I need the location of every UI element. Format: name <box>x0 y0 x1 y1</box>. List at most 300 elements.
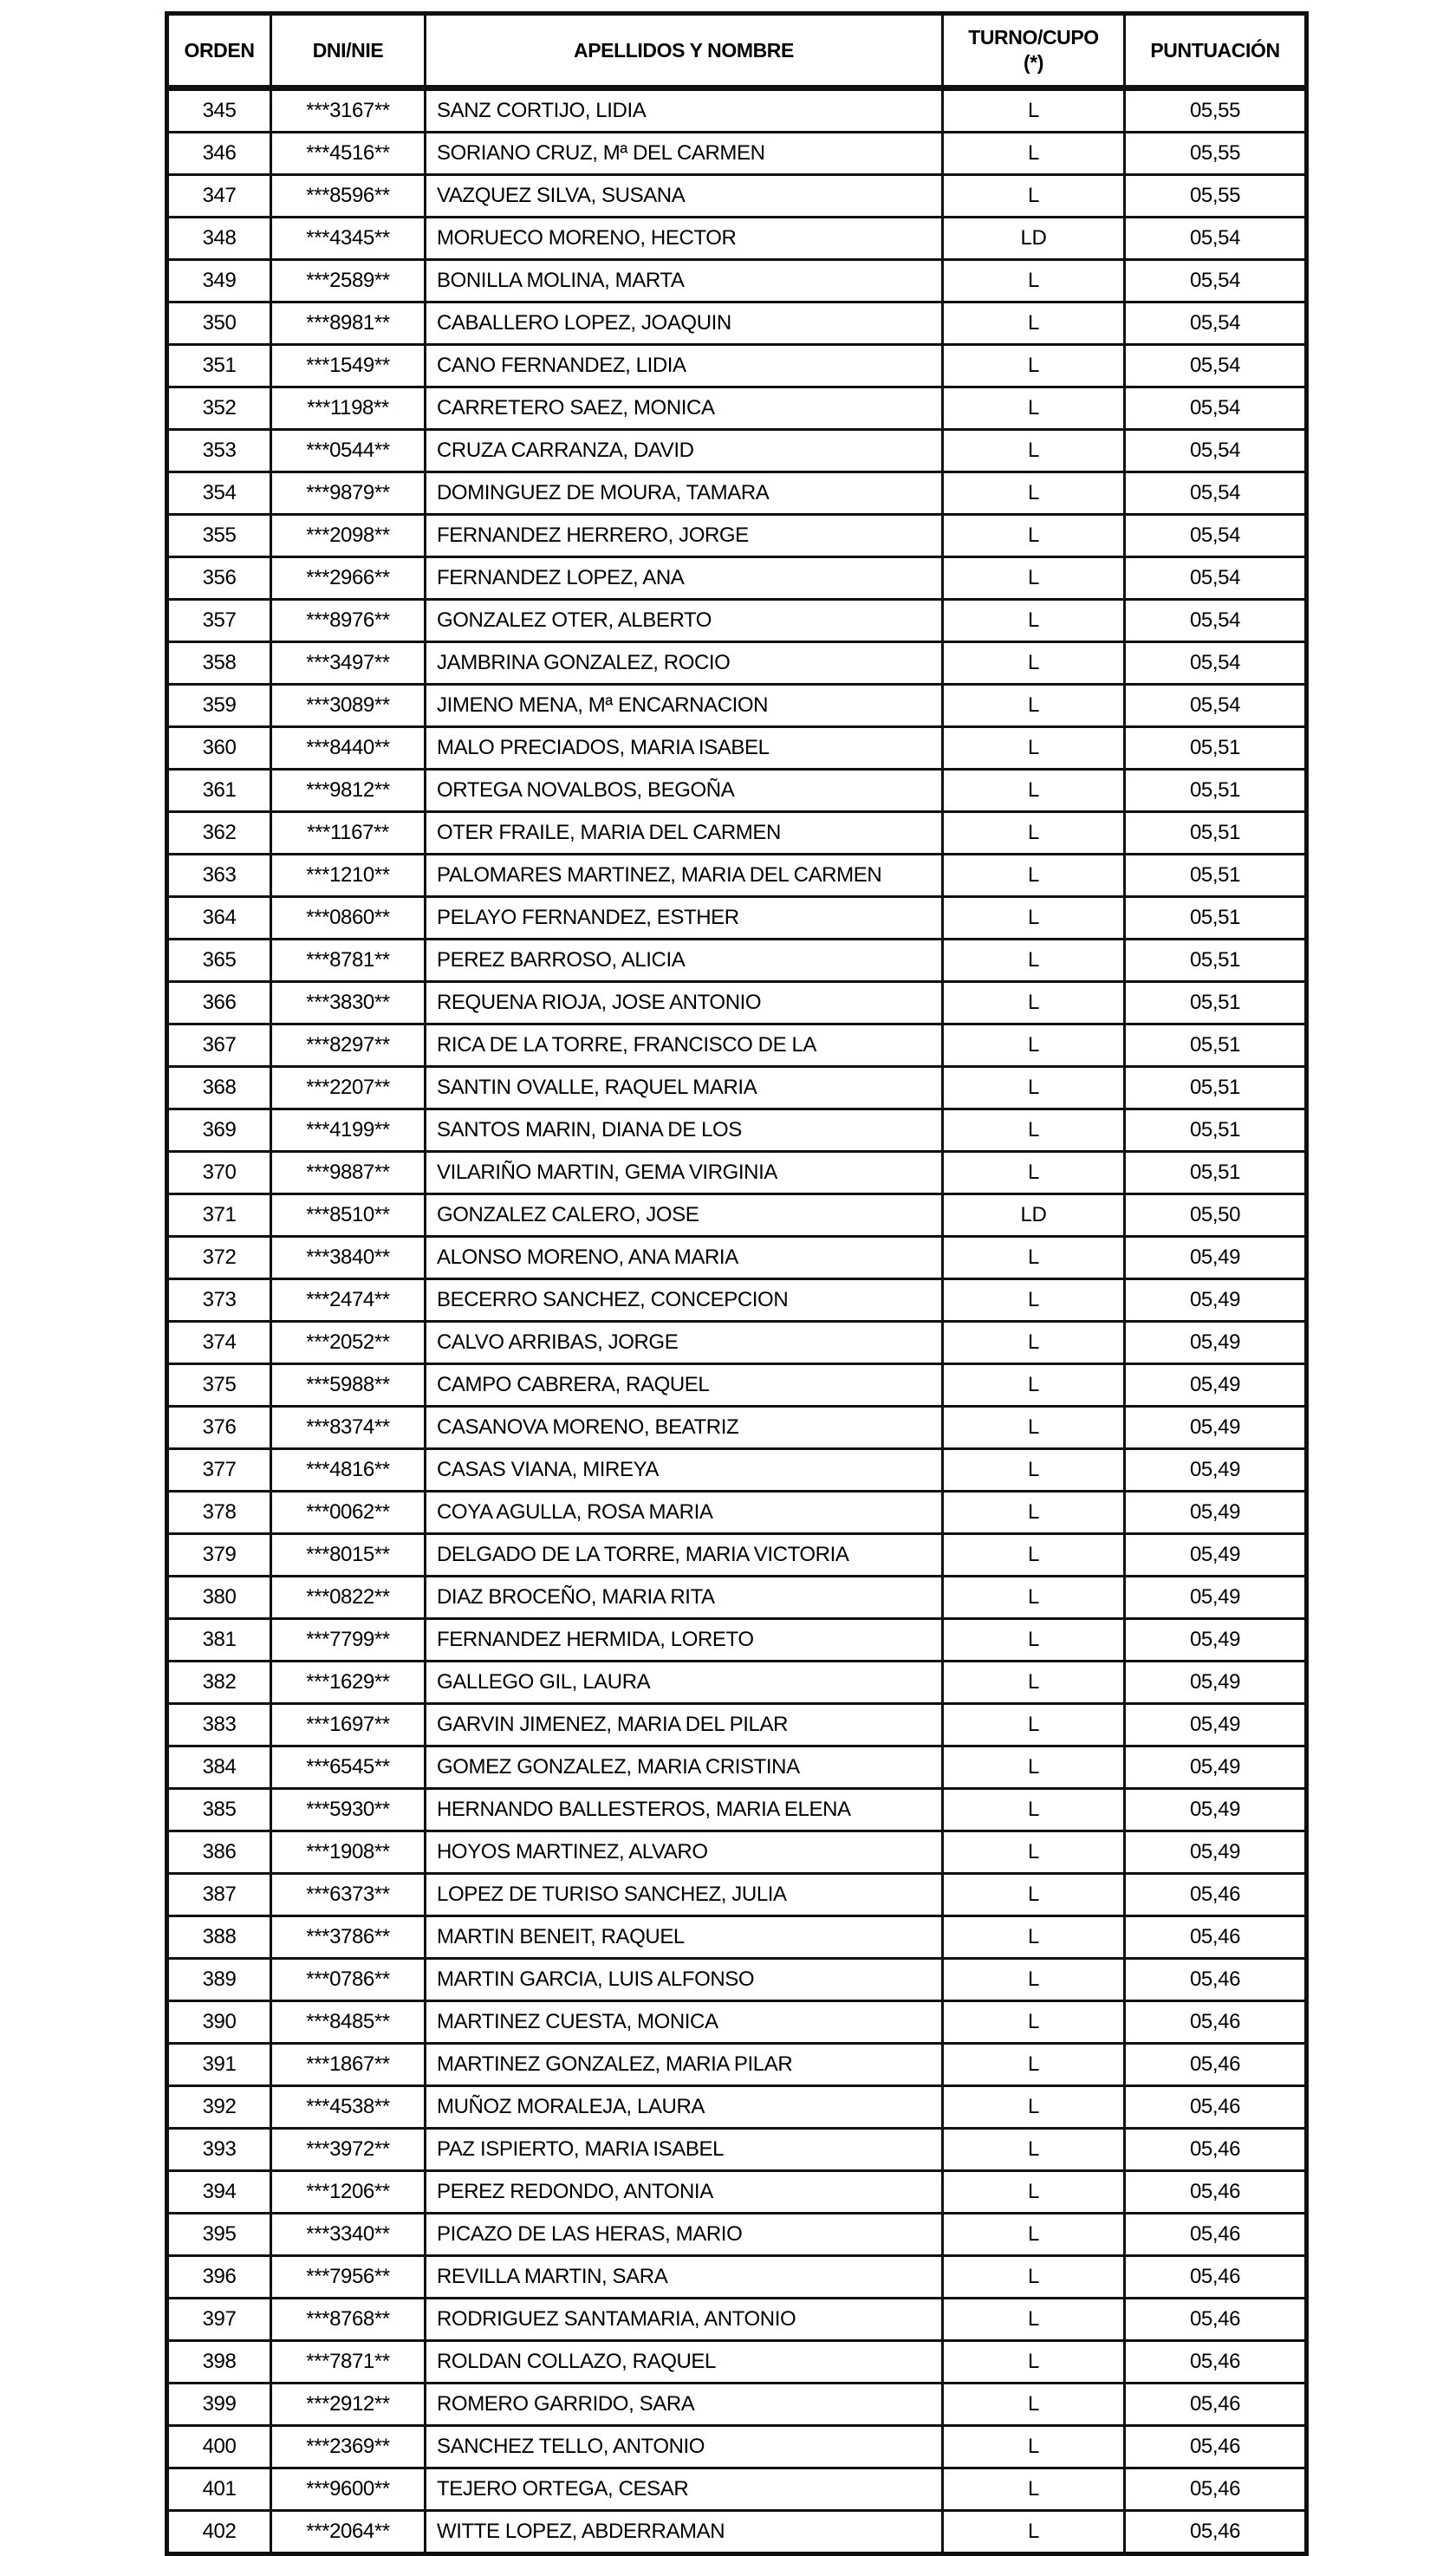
puntuacion-cell: 05,49 <box>1125 1322 1307 1364</box>
name-cell: DELGADO DE LA TORRE, MARIA VICTORIA <box>426 1534 943 1577</box>
orden-cell: 355 <box>167 515 271 557</box>
name-cell: SANZ CORTIJO, LIDIA <box>426 88 943 133</box>
table-row <box>167 1662 1307 1704</box>
dni-cell: ***2064** <box>271 2511 426 2554</box>
table-row <box>167 1279 1307 1322</box>
turno-cell: L <box>943 2044 1125 2086</box>
orden-cell: 398 <box>167 2341 271 2384</box>
turno-cell: L <box>943 685 1125 727</box>
orden-cell: 392 <box>167 2086 271 2129</box>
header-turno-line2: (*) <box>1023 51 1044 74</box>
dni-cell: ***1697** <box>271 1704 426 1746</box>
dni-cell: ***2912** <box>271 2384 426 2426</box>
table-row <box>167 2171 1307 2214</box>
turno-cell: L <box>943 770 1125 812</box>
dni-cell: ***7956** <box>271 2256 426 2299</box>
dni-cell: ***8297** <box>271 1024 426 1067</box>
name-cell: SANTOS MARIN, DIANA DE LOS <box>426 1109 943 1152</box>
turno-cell: L <box>943 1959 1125 2001</box>
turno-cell: L <box>943 2468 1125 2511</box>
dni-cell: ***8981** <box>271 302 426 345</box>
dni-cell: ***9887** <box>271 1152 426 1194</box>
table-row <box>167 218 1307 260</box>
dni-cell: ***2052** <box>271 1322 426 1364</box>
dni-cell: ***1908** <box>271 1831 426 1874</box>
table-row <box>167 88 1307 133</box>
name-cell: COYA AGULLA, ROSA MARIA <box>426 1492 943 1534</box>
table-row <box>167 2001 1307 2044</box>
turno-cell: L <box>943 1704 1125 1746</box>
table-row <box>167 1746 1307 1789</box>
puntuacion-cell: 05,51 <box>1125 940 1307 982</box>
name-cell: GONZALEZ OTER, ALBERTO <box>426 600 943 642</box>
dni-cell: ***3830** <box>271 982 426 1024</box>
turno-cell: L <box>943 2341 1125 2384</box>
name-cell: GOMEZ GONZALEZ, MARIA CRISTINA <box>426 1746 943 1789</box>
puntuacion-cell: 05,55 <box>1125 175 1307 218</box>
puntuacion-cell: 05,54 <box>1125 218 1307 260</box>
turno-cell: L <box>943 1534 1125 1577</box>
name-cell: SANTIN OVALLE, RAQUEL MARIA <box>426 1067 943 1109</box>
puntuacion-cell: 05,51 <box>1125 812 1307 855</box>
header-apellidos-nombre: APELLIDOS Y NOMBRE <box>426 14 943 88</box>
orden-cell: 385 <box>167 1789 271 1831</box>
dni-cell: ***1206** <box>271 2171 426 2214</box>
puntuacion-cell: 05,49 <box>1125 1449 1307 1492</box>
puntuacion-cell: 05,51 <box>1125 727 1307 770</box>
name-cell: JIMENO MENA, Mª ENCARNACION <box>426 685 943 727</box>
orden-cell: 379 <box>167 1534 271 1577</box>
name-cell: CRUZA CARRANZA, DAVID <box>426 430 943 472</box>
name-cell: MORUECO MORENO, HECTOR <box>426 218 943 260</box>
orden-cell: 402 <box>167 2511 271 2554</box>
orden-cell: 357 <box>167 600 271 642</box>
name-cell: BECERRO SANCHEZ, CONCEPCION <box>426 1279 943 1322</box>
puntuacion-cell: 05,51 <box>1125 982 1307 1024</box>
table-row <box>167 1619 1307 1662</box>
orden-cell: 346 <box>167 133 271 175</box>
dni-cell: ***2966** <box>271 557 426 600</box>
name-cell: HERNANDO BALLESTEROS, MARIA ELENA <box>426 1789 943 1831</box>
turno-cell: L <box>943 1577 1125 1619</box>
orden-cell: 378 <box>167 1492 271 1534</box>
puntuacion-cell: 05,49 <box>1125 1746 1307 1789</box>
orden-cell: 368 <box>167 1067 271 1109</box>
table-row <box>167 2341 1307 2384</box>
header-turno-line1: TURNO/CUPO <box>968 26 1099 49</box>
dni-cell: ***7799** <box>271 1619 426 1662</box>
puntuacion-cell: 05,46 <box>1125 2086 1307 2129</box>
puntuacion-cell: 05,46 <box>1125 2468 1307 2511</box>
dni-cell: ***8768** <box>271 2299 426 2341</box>
turno-cell: L <box>943 2299 1125 2341</box>
turno-cell: L <box>943 1152 1125 1194</box>
turno-cell: L <box>943 515 1125 557</box>
turno-cell: LD <box>943 1194 1125 1237</box>
orden-cell: 393 <box>167 2129 271 2171</box>
orden-cell: 362 <box>167 812 271 855</box>
turno-cell: L <box>943 1067 1125 1109</box>
table-row <box>167 855 1307 897</box>
turno-cell: L <box>943 2511 1125 2554</box>
dni-cell: ***3972** <box>271 2129 426 2171</box>
dni-cell: ***8374** <box>271 1407 426 1449</box>
puntuacion-cell: 05,51 <box>1125 1152 1307 1194</box>
dni-cell: ***3497** <box>271 642 426 685</box>
puntuacion-cell: 05,49 <box>1125 1619 1307 1662</box>
puntuacion-cell: 05,54 <box>1125 387 1307 430</box>
orden-cell: 394 <box>167 2171 271 2214</box>
orden-cell: 374 <box>167 1322 271 1364</box>
turno-cell: L <box>943 727 1125 770</box>
dni-cell: ***1210** <box>271 855 426 897</box>
puntuacion-cell: 05,51 <box>1125 855 1307 897</box>
name-cell: CASANOVA MORENO, BEATRIZ <box>426 1407 943 1449</box>
dni-cell: ***1867** <box>271 2044 426 2086</box>
orden-cell: 364 <box>167 897 271 940</box>
table-row <box>167 1109 1307 1152</box>
name-cell: JAMBRINA GONZALEZ, ROCIO <box>426 642 943 685</box>
orden-cell: 365 <box>167 940 271 982</box>
dni-cell: ***0822** <box>271 1577 426 1619</box>
turno-cell: L <box>943 1322 1125 1364</box>
dni-cell: ***4199** <box>271 1109 426 1152</box>
dni-cell: ***0860** <box>271 897 426 940</box>
puntuacion-cell: 05,49 <box>1125 1364 1307 1407</box>
turno-cell: L <box>943 557 1125 600</box>
turno-cell: L <box>943 1407 1125 1449</box>
table-row <box>167 133 1307 175</box>
table-row <box>167 2511 1307 2554</box>
puntuacion-cell: 05,54 <box>1125 515 1307 557</box>
puntuacion-cell: 05,46 <box>1125 2256 1307 2299</box>
puntuacion-cell: 05,51 <box>1125 1024 1307 1067</box>
turno-cell: L <box>943 1619 1125 1662</box>
table-row <box>167 897 1307 940</box>
name-cell: MARTINEZ GONZALEZ, MARIA PILAR <box>426 2044 943 2086</box>
name-cell: VILARIÑO MARTIN, GEMA VIRGINIA <box>426 1152 943 1194</box>
turno-cell: L <box>943 1109 1125 1152</box>
turno-cell: L <box>943 1024 1125 1067</box>
puntuacion-cell: 05,46 <box>1125 1916 1307 1959</box>
name-cell: BONILLA MOLINA, MARTA <box>426 260 943 302</box>
dni-cell: ***2474** <box>271 1279 426 1322</box>
dni-cell: ***0544** <box>271 430 426 472</box>
dni-cell: ***8510** <box>271 1194 426 1237</box>
table-row <box>167 1789 1307 1831</box>
turno-cell: L <box>943 2171 1125 2214</box>
orden-cell: 396 <box>167 2256 271 2299</box>
orden-cell: 397 <box>167 2299 271 2341</box>
orden-cell: 375 <box>167 1364 271 1407</box>
dni-cell: ***2369** <box>271 2426 426 2468</box>
orden-cell: 383 <box>167 1704 271 1746</box>
turno-cell: L <box>943 2129 1125 2171</box>
name-cell: ROLDAN COLLAZO, RAQUEL <box>426 2341 943 2384</box>
orden-cell: 354 <box>167 472 271 515</box>
table-row <box>167 1152 1307 1194</box>
table-row <box>167 685 1307 727</box>
turno-cell: L <box>943 345 1125 387</box>
orden-cell: 370 <box>167 1152 271 1194</box>
puntuacion-cell: 05,49 <box>1125 1534 1307 1577</box>
turno-cell: L <box>943 430 1125 472</box>
puntuacion-cell: 05,49 <box>1125 1662 1307 1704</box>
puntuacion-cell: 05,54 <box>1125 260 1307 302</box>
orden-cell: 359 <box>167 685 271 727</box>
turno-cell: LD <box>943 218 1125 260</box>
puntuacion-cell: 05,46 <box>1125 2171 1307 2214</box>
name-cell: FERNANDEZ HERMIDA, LORETO <box>426 1619 943 1662</box>
turno-cell: L <box>943 1874 1125 1916</box>
dni-cell: ***1549** <box>271 345 426 387</box>
name-cell: MARTINEZ CUESTA, MONICA <box>426 2001 943 2044</box>
name-cell: TEJERO ORTEGA, CESAR <box>426 2468 943 2511</box>
table-row <box>167 727 1307 770</box>
dni-cell: ***1198** <box>271 387 426 430</box>
table-row <box>167 1492 1307 1534</box>
table-row <box>167 2214 1307 2256</box>
table-row <box>167 302 1307 345</box>
orden-cell: 400 <box>167 2426 271 2468</box>
orden-cell: 389 <box>167 1959 271 2001</box>
turno-cell: L <box>943 897 1125 940</box>
puntuacion-cell: 05,49 <box>1125 1704 1307 1746</box>
puntuacion-cell: 05,46 <box>1125 2426 1307 2468</box>
dni-cell: ***2207** <box>271 1067 426 1109</box>
turno-cell: L <box>943 1831 1125 1874</box>
table-row <box>167 642 1307 685</box>
puntuacion-cell: 05,46 <box>1125 1874 1307 1916</box>
orden-cell: 386 <box>167 1831 271 1874</box>
table-row <box>167 2044 1307 2086</box>
table-row <box>167 770 1307 812</box>
table-row <box>167 1364 1307 1407</box>
name-cell: DOMINGUEZ DE MOURA, TAMARA <box>426 472 943 515</box>
table-row <box>167 2299 1307 2341</box>
table-row <box>167 2129 1307 2171</box>
dni-cell: ***8015** <box>271 1534 426 1577</box>
dni-cell: ***8440** <box>271 727 426 770</box>
table-row <box>167 1237 1307 1279</box>
dni-cell: ***3089** <box>271 685 426 727</box>
dni-cell: ***1167** <box>271 812 426 855</box>
orden-cell: 349 <box>167 260 271 302</box>
orden-cell: 351 <box>167 345 271 387</box>
orden-cell: 350 <box>167 302 271 345</box>
dni-cell: ***4516** <box>271 133 426 175</box>
results-table-container <box>165 11 1309 2556</box>
name-cell: CAMPO CABRERA, RAQUEL <box>426 1364 943 1407</box>
name-cell: MUÑOZ MORALEJA, LAURA <box>426 2086 943 2129</box>
turno-cell: L <box>943 302 1125 345</box>
name-cell: MARTIN GARCIA, LUIS ALFONSO <box>426 1959 943 2001</box>
orden-cell: 353 <box>167 430 271 472</box>
orden-cell: 377 <box>167 1449 271 1492</box>
name-cell: FERNANDEZ LOPEZ, ANA <box>426 557 943 600</box>
puntuacion-cell: 05,46 <box>1125 1959 1307 2001</box>
orden-cell: 373 <box>167 1279 271 1322</box>
dni-cell: ***5930** <box>271 1789 426 1831</box>
name-cell: WITTE LOPEZ, ABDERRAMAN <box>426 2511 943 2554</box>
table-row <box>167 940 1307 982</box>
dni-cell: ***8976** <box>271 600 426 642</box>
dni-cell: ***0062** <box>271 1492 426 1534</box>
turno-cell: L <box>943 1449 1125 1492</box>
name-cell: REVILLA MARTIN, SARA <box>426 2256 943 2299</box>
puntuacion-cell: 05,46 <box>1125 2511 1307 2554</box>
name-cell: LOPEZ DE TURISO SANCHEZ, JULIA <box>426 1874 943 1916</box>
table-row <box>167 1534 1307 1577</box>
dni-cell: ***3167** <box>271 88 426 133</box>
table-header <box>167 14 1307 88</box>
name-cell: SANCHEZ TELLO, ANTONIO <box>426 2426 943 2468</box>
table-row <box>167 1322 1307 1364</box>
turno-cell: L <box>943 1916 1125 1959</box>
turno-cell: L <box>943 2426 1125 2468</box>
dni-cell: ***3786** <box>271 1916 426 1959</box>
header-orden: ORDEN <box>167 14 271 88</box>
puntuacion-cell: 05,51 <box>1125 1067 1307 1109</box>
header-dni: DNI/NIE <box>271 14 426 88</box>
orden-cell: 363 <box>167 855 271 897</box>
table-row <box>167 2086 1307 2129</box>
table-row <box>167 1831 1307 1874</box>
turno-cell: L <box>943 88 1125 133</box>
dni-cell: ***3840** <box>271 1237 426 1279</box>
name-cell: GARVIN JIMENEZ, MARIA DEL PILAR <box>426 1704 943 1746</box>
turno-cell: L <box>943 1279 1125 1322</box>
table-row <box>167 600 1307 642</box>
orden-cell: 372 <box>167 1237 271 1279</box>
table-row <box>167 515 1307 557</box>
table-row <box>167 2426 1307 2468</box>
table-row <box>167 1916 1307 1959</box>
dni-cell: ***0786** <box>271 1959 426 2001</box>
turno-cell: L <box>943 940 1125 982</box>
puntuacion-cell: 05,46 <box>1125 2341 1307 2384</box>
orden-cell: 382 <box>167 1662 271 1704</box>
name-cell: PEREZ REDONDO, ANTONIA <box>426 2171 943 2214</box>
table-row <box>167 260 1307 302</box>
dni-cell: ***8596** <box>271 175 426 218</box>
puntuacion-cell: 05,46 <box>1125 2001 1307 2044</box>
puntuacion-cell: 05,54 <box>1125 472 1307 515</box>
name-cell: SORIANO CRUZ, Mª DEL CARMEN <box>426 133 943 175</box>
orden-cell: 356 <box>167 557 271 600</box>
name-cell: GALLEGO GIL, LAURA <box>426 1662 943 1704</box>
name-cell: PICAZO DE LAS HERAS, MARIO <box>426 2214 943 2256</box>
dni-cell: ***4816** <box>271 1449 426 1492</box>
puntuacion-cell: 05,46 <box>1125 2214 1307 2256</box>
turno-cell: L <box>943 1364 1125 1407</box>
puntuacion-cell: 05,49 <box>1125 1577 1307 1619</box>
dni-cell: ***9600** <box>271 2468 426 2511</box>
name-cell: DIAZ BROCEÑO, MARIA RITA <box>426 1577 943 1619</box>
orden-cell: 395 <box>167 2214 271 2256</box>
orden-cell: 391 <box>167 2044 271 2086</box>
name-cell: GONZALEZ CALERO, JOSE <box>426 1194 943 1237</box>
turno-cell: L <box>943 2001 1125 2044</box>
orden-cell: 369 <box>167 1109 271 1152</box>
turno-cell: L <box>943 175 1125 218</box>
table-row <box>167 982 1307 1024</box>
name-cell: ROMERO GARRIDO, SARA <box>426 2384 943 2426</box>
table-row <box>167 1874 1307 1916</box>
table-row <box>167 1407 1307 1449</box>
name-cell: FERNANDEZ HERRERO, JORGE <box>426 515 943 557</box>
turno-cell: L <box>943 855 1125 897</box>
puntuacion-cell: 05,54 <box>1125 302 1307 345</box>
name-cell: PALOMARES MARTINEZ, MARIA DEL CARMEN <box>426 855 943 897</box>
table-row <box>167 2384 1307 2426</box>
orden-cell: 348 <box>167 218 271 260</box>
table-row <box>167 1959 1307 2001</box>
table-body <box>167 88 1307 2554</box>
puntuacion-cell: 05,46 <box>1125 2129 1307 2171</box>
dni-cell: ***7871** <box>271 2341 426 2384</box>
table-row <box>167 472 1307 515</box>
name-cell: RODRIGUEZ SANTAMARIA, ANTONIO <box>426 2299 943 2341</box>
dni-cell: ***2098** <box>271 515 426 557</box>
table-row <box>167 175 1307 218</box>
turno-cell: L <box>943 1492 1125 1534</box>
dni-cell: ***2589** <box>271 260 426 302</box>
puntuacion-cell: 05,54 <box>1125 685 1307 727</box>
orden-cell: 367 <box>167 1024 271 1067</box>
puntuacion-cell: 05,46 <box>1125 2384 1307 2426</box>
orden-cell: 381 <box>167 1619 271 1662</box>
name-cell: MARTIN BENEIT, RAQUEL <box>426 1916 943 1959</box>
table-row <box>167 1577 1307 1619</box>
dni-cell: ***8485** <box>271 2001 426 2044</box>
orden-cell: 399 <box>167 2384 271 2426</box>
name-cell: PELAYO FERNANDEZ, ESTHER <box>426 897 943 940</box>
turno-cell: L <box>943 472 1125 515</box>
turno-cell: L <box>943 2086 1125 2129</box>
name-cell: PAZ ISPIERTO, MARIA ISABEL <box>426 2129 943 2171</box>
table-row <box>167 1024 1307 1067</box>
header-turno-cupo <box>943 14 1125 88</box>
name-cell: CASAS VIANA, MIREYA <box>426 1449 943 1492</box>
table-row <box>167 345 1307 387</box>
puntuacion-cell: 05,51 <box>1125 770 1307 812</box>
table-row <box>167 2256 1307 2299</box>
puntuacion-cell: 05,55 <box>1125 88 1307 133</box>
orden-cell: 390 <box>167 2001 271 2044</box>
orden-cell: 352 <box>167 387 271 430</box>
orden-cell: 388 <box>167 1916 271 1959</box>
puntuacion-cell: 05,51 <box>1125 1109 1307 1152</box>
orden-cell: 366 <box>167 982 271 1024</box>
turno-cell: L <box>943 982 1125 1024</box>
puntuacion-cell: 05,49 <box>1125 1237 1307 1279</box>
turno-cell: L <box>943 2214 1125 2256</box>
name-cell: CALVO ARRIBAS, JORGE <box>426 1322 943 1364</box>
orden-cell: 376 <box>167 1407 271 1449</box>
orden-cell: 345 <box>167 88 271 133</box>
turno-cell: L <box>943 1789 1125 1831</box>
turno-cell: L <box>943 2384 1125 2426</box>
puntuacion-cell: 05,49 <box>1125 1789 1307 1831</box>
puntuacion-cell: 05,49 <box>1125 1407 1307 1449</box>
name-cell: CARRETERO SAEZ, MONICA <box>426 387 943 430</box>
dni-cell: ***4538** <box>271 2086 426 2129</box>
orden-cell: 384 <box>167 1746 271 1789</box>
puntuacion-cell: 05,55 <box>1125 133 1307 175</box>
table-row <box>167 1704 1307 1746</box>
dni-cell: ***4345** <box>271 218 426 260</box>
